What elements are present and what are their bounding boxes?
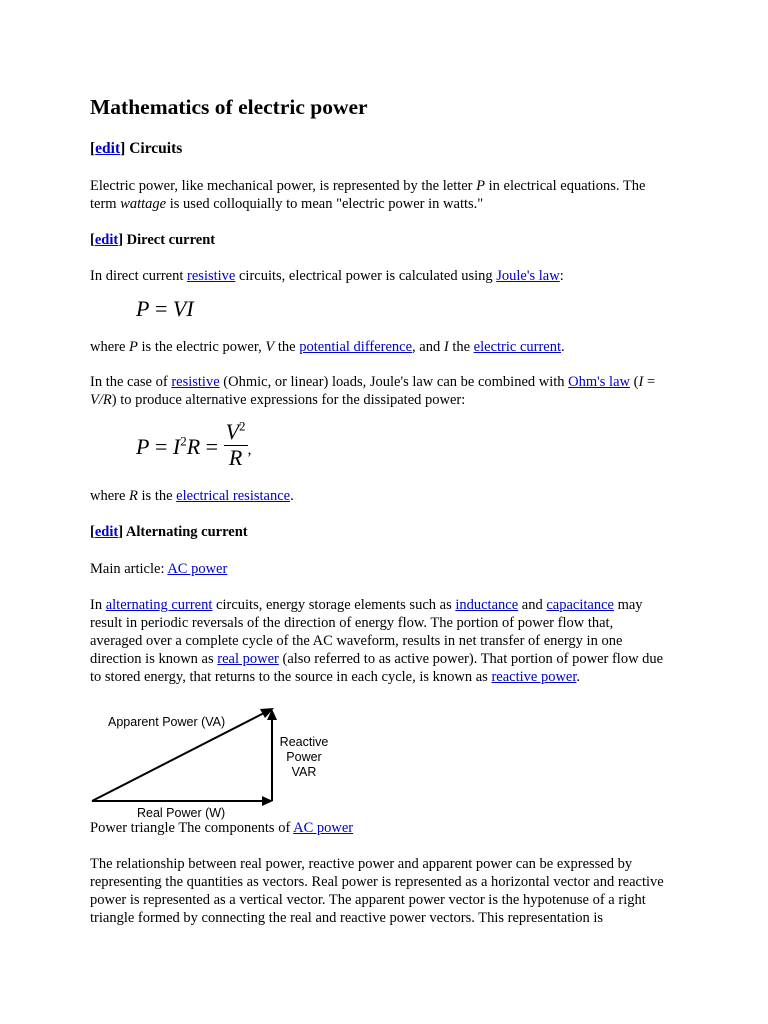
edit-link-direct-current[interactable]: edit [94, 232, 119, 248]
power-triangle-diagram [90, 700, 340, 820]
link-resistive-2[interactable]: resistive [171, 374, 220, 390]
edit-link-alternating-current[interactable]: edit [94, 524, 119, 540]
ac-main-article: Main article: AC power [90, 561, 228, 577]
page-title: Mathematics of electric power [90, 95, 368, 119]
dc-resistance-paragraph: where R is the electrical resistance. [90, 488, 294, 504]
link-ac-power-main[interactable]: AC power [167, 561, 228, 577]
real-power-label: Real Power (W) [137, 806, 226, 820]
dc-ohmic-paragraph: In the case of resistive (Ohmic, or linear) loads, Joule's law can be combined with Ohm's law (I = V/R) to produce alternative expressions for the dissipated power: [90, 374, 656, 408]
fraction-v2-over-r: $\frac{V^2}{R}$ [225, 418, 246, 470]
link-electric-current[interactable]: electric current [473, 339, 562, 355]
reactive-power-label-line2: Power [286, 750, 322, 764]
circuits-paragraph: Electric power, like mechanical power, is represented by the letter P in electrical equations. The term wattage is used colloquially to mean "electric power in watts." [90, 178, 646, 212]
dc-intro-paragraph: In direct current resistive circuits, electrical power is calculated using Joule's law: [90, 268, 564, 284]
reactive-power-label-line1: Reactive [279, 735, 329, 749]
section-heading-circuits: [edit] Circuits [90, 140, 183, 157]
section-heading-alternating-current: [edit] Alternating current [90, 524, 248, 540]
link-resistive[interactable]: resistive [187, 268, 236, 284]
power-triangle-caption: Power triangle The components of AC power [90, 820, 354, 836]
reactive-power-label-line3: VAR [291, 765, 317, 779]
ac-paragraph-1: In alternating current circuits, energy storage elements such as inductance and capacitance may result in periodic reversals of the direction of energy flow. The portion of power flow that, averaged over a complete cycle of the AC waveform, results in net transfer of energy in one direction is known as real power (also referred to as active power). That portion of power flow due to stored energy, that returns to the source in each cycle, is known as reactive power. [90, 597, 664, 685]
link-alternating-current[interactable]: alternating current [105, 597, 213, 613]
link-reactive-power[interactable]: reactive power [491, 669, 577, 685]
link-electrical-resistance[interactable]: electrical resistance [176, 488, 291, 504]
link-potential-difference[interactable]: potential difference [299, 339, 413, 355]
ac-paragraph-2: The relationship between real power, reactive power and apparent power can be expressed by representing the quantities as vectors. Real power is represented as a horizontal vector and reactive power is represented as a vertical vector. The apparent power vector is the hypotenuse of a right triangle formed by connecting the real and reactive power vectors. This representation is [90, 856, 664, 926]
equation-power-resistance: $P = I^2R$ = $\frac{V^2}{R}$ , [136, 418, 252, 470]
link-capacitance[interactable]: capacitance [546, 597, 614, 613]
dc-where-paragraph: where P is the electric power, V the potential difference, and I the electric current. [90, 339, 565, 355]
link-joules-law[interactable]: Joule's law [496, 268, 560, 284]
edit-link-circuits[interactable]: edit [95, 140, 121, 157]
link-ohms-law[interactable]: Ohm's law [568, 374, 630, 390]
link-inductance[interactable]: inductance [455, 597, 519, 613]
apparent-power-label: Apparent Power (VA) [108, 715, 226, 729]
section-heading-direct-current: [edit] Direct current [90, 232, 216, 248]
link-real-power[interactable]: real power [217, 651, 279, 667]
link-ac-power-caption[interactable]: AC power [293, 820, 354, 836]
equation-p-equals-vi: P = VI [136, 296, 194, 321]
